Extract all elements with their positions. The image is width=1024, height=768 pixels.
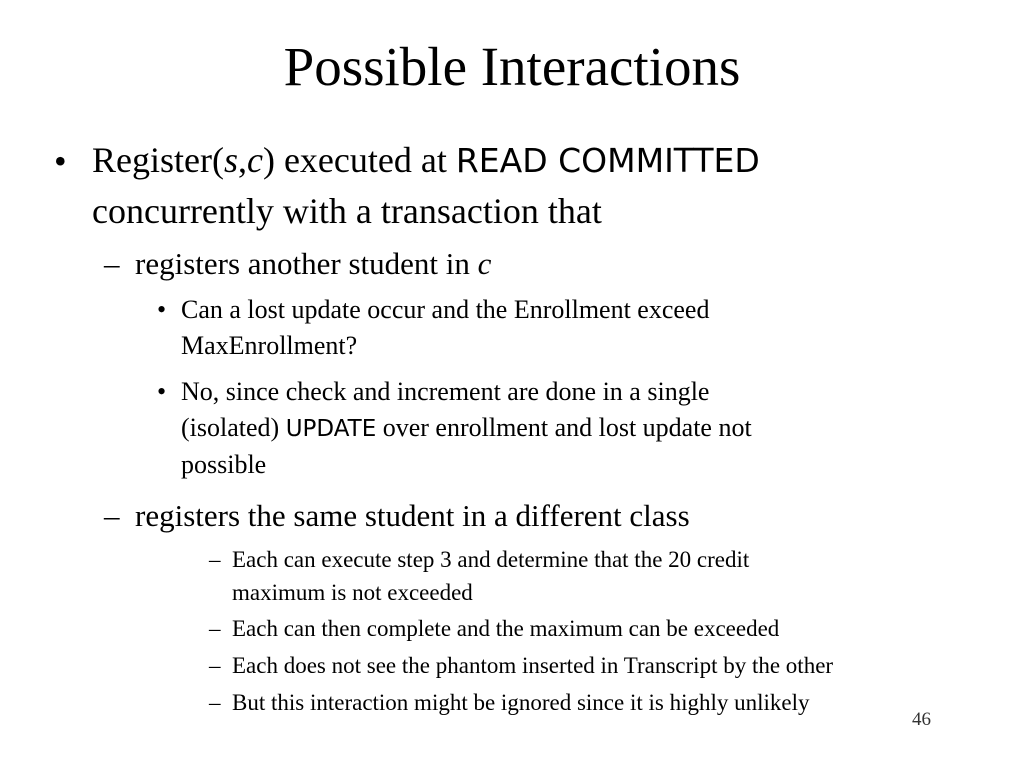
main-bullet-line-2: concurrently with a transaction that <box>92 191 602 231</box>
phantom-item: Each does not see the phantom inserted in Transcript by the other <box>232 653 834 678</box>
question-line-2: MaxEnrollment? <box>181 331 358 360</box>
page-number: 46 <box>912 709 931 730</box>
variable-c: c <box>477 246 492 281</box>
main-bullet-text <box>92 135 760 236</box>
dash-marker: – <box>104 246 120 281</box>
bullet-marker: • <box>157 295 167 324</box>
step-3-line-2: maximum is not exceeded <box>232 580 473 605</box>
ignored-item: But this interaction might be ignored since it is highly unlikely <box>232 690 810 715</box>
dash-marker: – <box>209 690 221 715</box>
answer-line-2 <box>181 410 752 447</box>
sub-bullet-same-student: registers the same student in a different class <box>135 498 690 533</box>
lost-update-question <box>181 292 709 364</box>
dash-marker: – <box>104 498 120 533</box>
question-line-1: Can a lost update occur and the Enrollment exceed <box>181 295 710 324</box>
executed-at-text: ) executed at <box>262 140 456 180</box>
answer-line-1: No, since check and increment are done in a single <box>181 377 710 406</box>
dash-marker: – <box>209 653 221 678</box>
slide-title: Possible Interactions <box>283 36 741 97</box>
answer-line-2-rest: over enrollment and lost update not <box>376 413 752 442</box>
step-3-line-1: Each can execute step 3 and determine that the 20 credit <box>232 547 750 572</box>
register-label: Register( <box>92 140 224 180</box>
step-3-item <box>232 543 749 609</box>
comma: , <box>237 140 247 180</box>
complete-item: Each can then complete and the maximum can be exceeded <box>232 616 780 641</box>
dash-marker: – <box>209 616 221 641</box>
update-keyword: UPDATE <box>285 416 377 442</box>
bullet-marker: • <box>54 141 67 181</box>
bullet-marker: • <box>157 377 167 406</box>
variable-c: c <box>246 140 263 180</box>
sub-bullet-text: registers another student in <box>135 246 478 281</box>
variable-s: s <box>223 140 238 180</box>
isolated-text: (isolated) <box>181 413 286 442</box>
dash-marker: – <box>209 547 221 572</box>
lost-update-answer <box>181 374 752 483</box>
answer-line-3: possible <box>181 450 267 479</box>
isolation-level: READ COMMITTED <box>455 141 760 180</box>
sub-bullet-another-student <box>135 244 491 284</box>
main-bullet-line-1 <box>92 135 760 186</box>
